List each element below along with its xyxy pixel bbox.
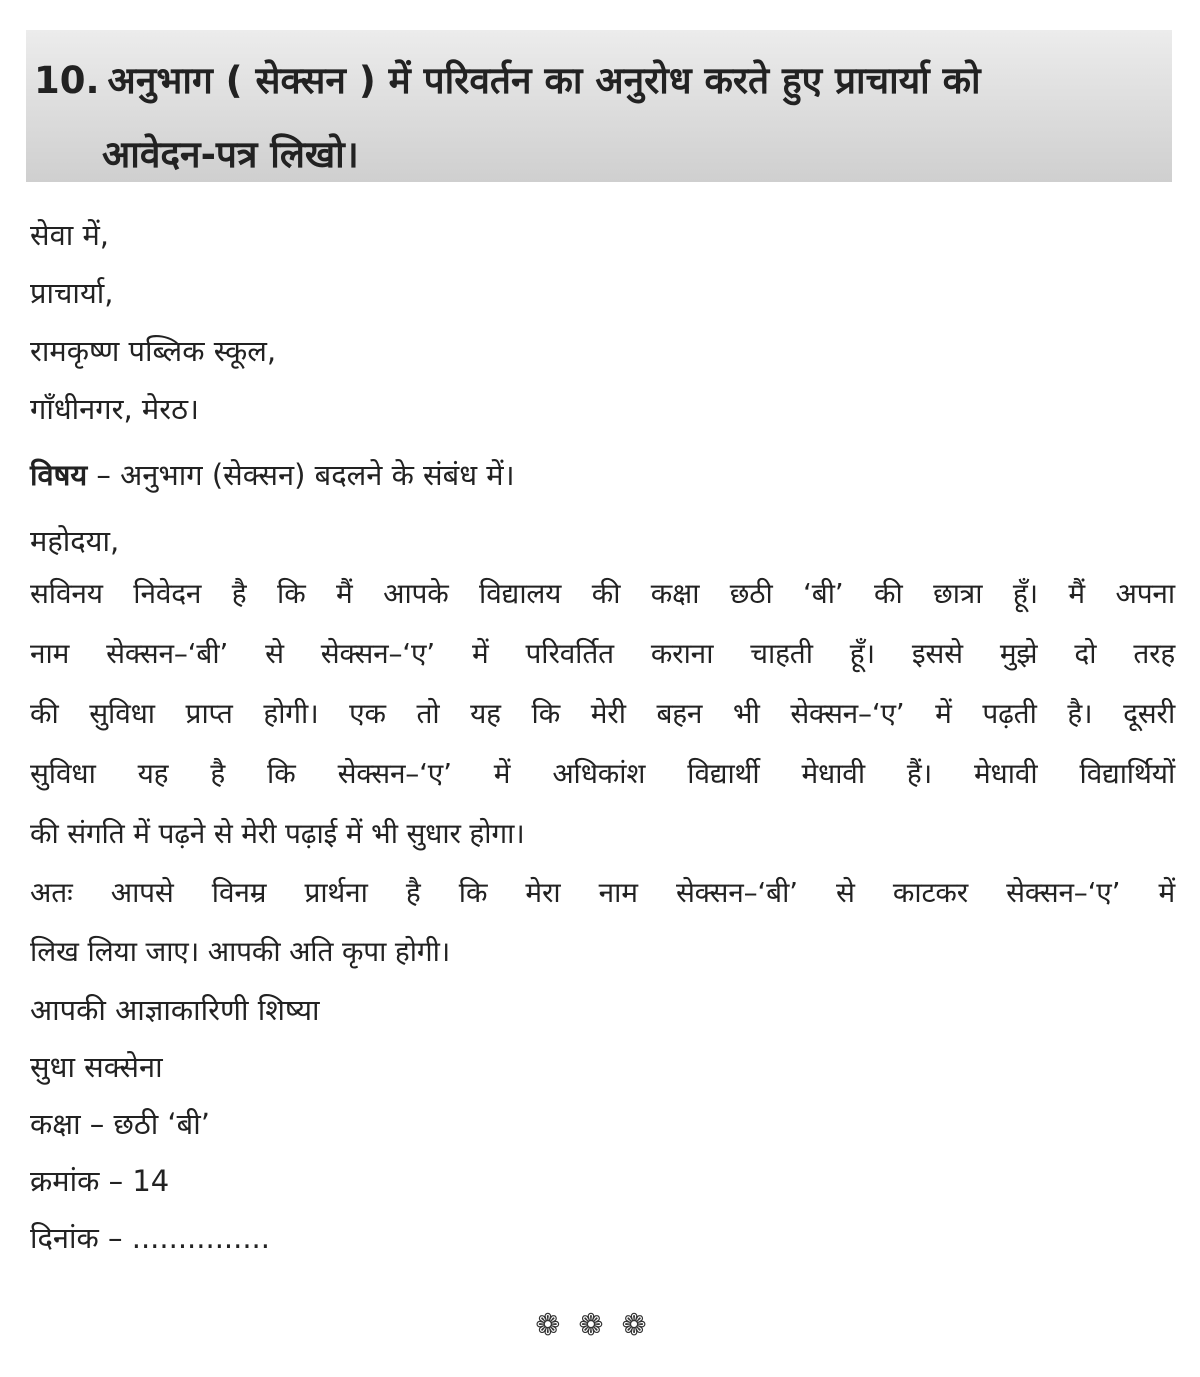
address-line: सेवा में, xyxy=(30,218,110,252)
body-line: सुविधा यह है कि सेक्सन–‘ए’ में अधिकांश विद्यार्थी मेधावी हैं। मेधावी विद्यार्थियों xyxy=(30,757,1175,790)
address-line: प्राचार्या, xyxy=(30,276,114,310)
question-line-1 xyxy=(34,44,1170,118)
body-line: सविनय निवेदन है कि मैं आपके विद्यालय की कक्षा छठी ‘बी’ की छात्रा हूँ। मैं अपना xyxy=(30,577,1175,610)
letter-date: दिनांक – ............... xyxy=(30,1221,270,1255)
sender-roll-number: क्रमांक – 14 xyxy=(30,1164,170,1198)
sender-class: कक्षा – छठी ‘बी’ xyxy=(30,1107,210,1141)
recipient-address xyxy=(30,206,1175,438)
body-line: लिख लिया जाए। आपकी अति कृपा होगी। xyxy=(30,935,451,968)
letter-closing xyxy=(30,982,1175,1267)
question-heading xyxy=(34,44,1170,192)
subject-line xyxy=(30,446,1175,504)
sender-name: सुधा सक्सेना xyxy=(30,1050,163,1084)
question-text-1: अनुभाग ( सेक्सन ) में परिवर्तन का अनुरोध करते हुए प्राचार्या को xyxy=(107,59,981,102)
subject-text: – अनुभाग (सेक्सन) बदलने के संबंध में। xyxy=(87,458,515,492)
question-line-2: आवेदन-पत्र लिखो। xyxy=(102,133,359,176)
address-line: रामकृष्ण पब्लिक स्कूल, xyxy=(30,334,277,368)
body-line: अतः आपसे विनम्र प्रार्थना है कि मेरा नाम सेक्सन–‘बी’ से काटकर सेक्सन–‘ए’ में xyxy=(30,876,1175,909)
address-line: गाँधीनगर, मेरठ। xyxy=(30,392,199,426)
closing-line: आपकी आज्ञाकारिणी शिष्या xyxy=(30,993,320,1027)
subject-label: विषय xyxy=(30,458,88,492)
salutation: महोदया, xyxy=(30,524,120,558)
question-number: 10. xyxy=(34,59,100,102)
body-line: की संगति में पढ़ने से मेरी पढ़ाई में भी सुधार होगा। xyxy=(30,817,525,850)
body-line: की सुविधा प्राप्त होगी। एक तो यह कि मेरी बहन भी सेक्सन–‘ए’ में पढ़ती है। दूसरी xyxy=(30,697,1175,730)
flower-ornaments-icon: ❁❁❁ xyxy=(535,1308,665,1343)
letter-paragraph xyxy=(30,564,1175,982)
body-line: नाम सेक्सन–‘बी’ से सेक्सन–‘ए’ में परिवर्तित कराना चाहती हूँ। इससे मुझे दो तरह xyxy=(30,637,1175,670)
letter-body xyxy=(30,206,1175,1267)
